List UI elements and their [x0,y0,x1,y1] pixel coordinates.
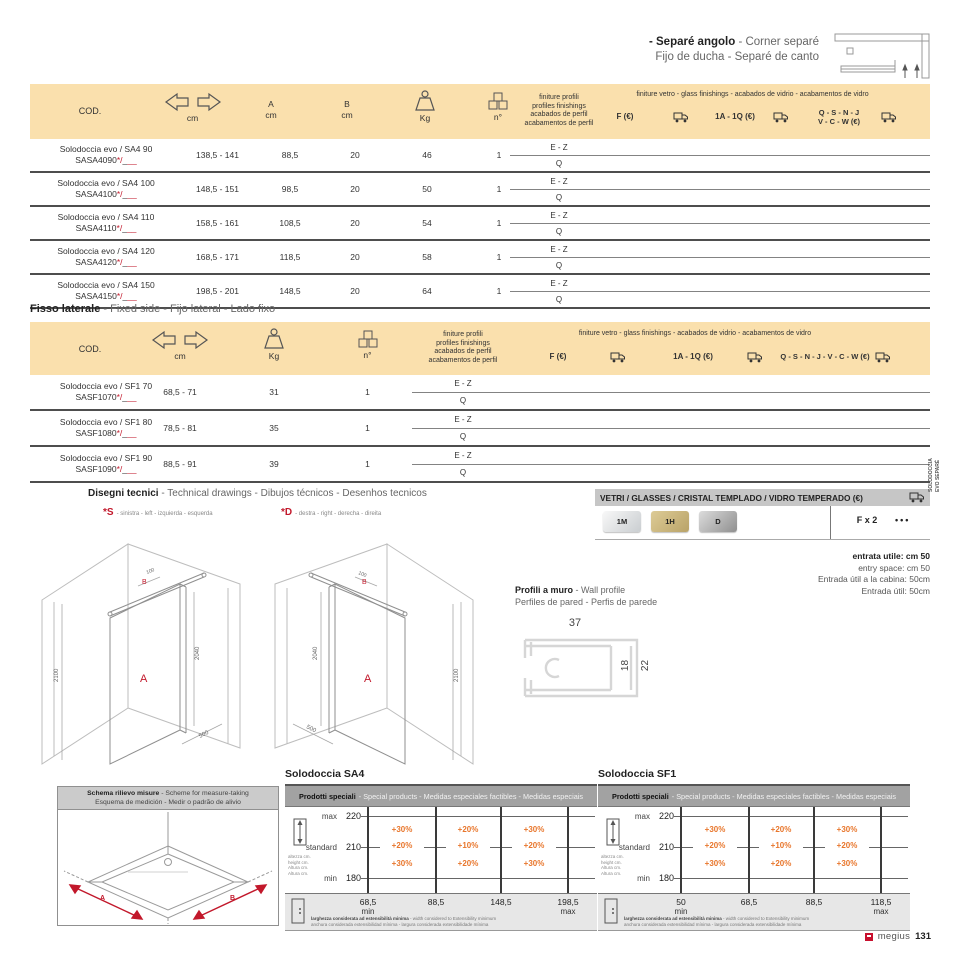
page-number: 131 [915,931,931,942]
x-label: 50 [676,897,686,907]
x-min-label: min [674,907,688,916]
glass-types-header: VETRI / GLASSES / CRISTAL TEMPLADO / VIDRO TEMPERADO (€) [595,489,930,506]
door-icon [604,898,619,924]
divider [830,506,831,539]
col-width [150,92,235,123]
gridline [567,807,569,893]
truck-icon [881,112,903,123]
glass-swatch-1m: 1M [603,511,641,532]
col-kg: Kg [235,328,313,361]
door-icon [291,898,306,924]
special-products-sa4 [285,768,597,931]
special-products-sf1 [598,768,910,931]
brand-logo-icon [865,933,873,941]
weight: 46 [422,150,432,160]
pct-cell: +20% [380,841,424,850]
col-glass-f: F (€) [549,352,567,361]
col-b: B cm [341,99,353,120]
width-arrows-icon [150,92,235,112]
packages: 1 [496,150,502,160]
table-sa4 [30,84,930,309]
pct-cell: +30% [512,825,556,834]
dots-label: ••• [895,515,911,525]
product-name: Solodoccia evo / SA4 110 [57,212,155,222]
product-name: Solodoccia evo / SA4 120 [57,246,155,256]
table-row: Solodoccia evo / SF1 90 SASF1090*/___ 88,5 - 91 39 1 E - Z Q [30,447,930,483]
title-rest: - Corner separé [735,36,819,48]
pct-cell: +30% [512,859,556,868]
entry-space-note: entrata utile: cm 50 entry space: cm 50 Entrada útil a la cabina: 50cm Entrada útil: 50cm [818,551,930,596]
packages-icon [330,330,405,349]
marker-left: *S - sinistra - left - izquierda - esquerda [103,507,213,518]
col-profile-finishes: finiture profili profiles finishings acabados de perfil acabamentos de perfil [524,94,594,127]
chart-header: Prodotti speciali - Special products - Medidas especiales factibles - Medidas especiais [598,786,910,806]
product-code: SASF1070*/___ [75,392,137,402]
profile-dim-18: 18 [620,659,632,672]
pct-cell: +20% [446,859,490,868]
x-min-label: min [361,907,375,916]
x-max-label: max [873,907,889,916]
measure-scheme-header: Schema rilievo misure - Scheme for measure-taking Esquema de medición - Medir o padrão de alivio [58,787,278,810]
x-label: 88,5 [805,897,823,907]
weight-icon [387,90,463,112]
table-row: Solodoccia evo / SA4 110 SASA4110*/___ 158,5 - 161 108,5 20 54 1 E - Z Q [30,207,930,241]
y-label-max: max 220 [634,811,674,821]
title-bold: - Separé angolo [648,36,736,48]
pct-cell: +20% [512,841,556,850]
fx2-label: F x 2 [856,515,878,525]
pct-cell: +10% [446,841,490,850]
gridline [748,807,750,893]
col-glass-1a1q: 1A - 1Q (€) [715,112,755,121]
table-sa4-header [30,84,930,139]
y-label-max: max 220 [321,811,361,821]
gridline [361,816,595,817]
product-name: Solodoccia evo / SF1 80 [59,417,153,427]
glass-swatches-row [595,506,930,540]
footnote: larghezza considerata ad estensibilità minima - width considered to Extensibility minimum anchura considerada extensibilidad mínima - largura considerada extensibilidade mínima [311,916,497,927]
glass-finishes-span: finiture vetro - glass finishings - acabados de vidrio - acabamentos de vidro [636,91,869,98]
table-sf1-header [30,322,930,375]
svg-text:B: B [362,579,367,586]
gridline [813,807,815,893]
x-label: 68,5 [359,897,377,907]
col-glass-1a1q: 1A - 1Q (€) [673,352,713,361]
height-axis-caption: altezza cm. height cm. Altura cm. Altura cm. [288,854,311,876]
pct-cell: +20% [825,841,869,850]
pct-cell: +30% [380,825,424,834]
table-row [30,139,930,173]
col-packages: n° [330,330,405,360]
pct-cell: +20% [693,841,737,850]
fixed-side-heading: Fisso laterale - Fixed side - Fijo lateral - Lado fixo [30,303,276,315]
profile-width-dim: 37 [568,617,582,629]
chart-footer [598,893,910,930]
col-glass-qsnj: Q - S - N - J V - C - W (€) [817,108,861,126]
svg-text:2040: 2040 [195,646,201,660]
product-code: SASA4120*/___ [75,257,137,267]
svg-text:B: B [230,895,236,902]
svg-text:500: 500 [305,724,317,735]
col-cod: COD. [78,106,102,116]
gridline [435,807,437,893]
gridline [367,807,369,893]
gridline [880,807,882,893]
truck-icon [875,352,897,363]
col-cod: COD. [78,344,102,354]
svg-text:A: A [364,673,372,685]
pct-cell: +10% [759,841,803,850]
side-tab: SOLODOCCIA EVO SEPARÉ [928,458,941,492]
table-row: Solodoccia evo / SA4 120 SASA4120*/___ 168,5 - 171 118,5 20 58 1 E - Z Q [30,241,930,275]
pct-cell: +20% [759,859,803,868]
chart-plot [598,806,910,893]
col-a: A cm [265,99,277,120]
page-footer [865,931,931,942]
truck-icon [610,352,632,363]
col-n-unit: n° [493,112,503,122]
dim-a: 88,5 [281,150,299,160]
y-label-min: min 180 [324,873,361,883]
profile-dim-22: 22 [640,659,652,672]
pct-cell: +20% [446,825,490,834]
col-glass-f: F (€) [616,112,634,121]
brand-name: megius [877,931,911,942]
chart-plot [285,806,597,893]
svg-text:2100: 2100 [54,668,60,682]
svg-text:100: 100 [145,567,156,576]
svg-text:2040: 2040 [313,646,319,660]
pct-cell: +30% [825,825,869,834]
svg-text:B: B [142,579,147,586]
product-name: Solodoccia evo / SA4 90 [59,144,153,154]
product-name: Solodoccia evo / SA4 150 [57,280,155,290]
glass-swatch-1h: 1H [651,511,689,532]
y-label-min: min 180 [637,873,674,883]
technical-drawing-left [32,522,257,767]
glass-types-panel [595,489,930,540]
x-label: 198,5 [557,897,579,907]
product-code: SASA4100*/___ [75,189,137,199]
svg-text:A: A [100,895,106,902]
glass-finishes-span: finiture vetro - glass finishings - acabados de vidrio - acabamentos de vidro [578,330,812,337]
svg-text:500: 500 [198,729,210,740]
gridline [674,816,908,817]
x-label: 148,5 [490,897,512,907]
width-range: 138,5 - 141 [195,150,239,160]
col-profile-finishes: finiture profili profiles finishings acabados de perfil acabamentos de perfil [428,331,498,364]
table-row: Solodoccia evo / SF1 80 SASF1080*/___ 78,5 - 81 35 1 E - Z Q [30,411,930,447]
x-label: 68,5 [740,897,758,907]
svg-text:A: A [140,673,148,685]
svg-text:100: 100 [357,570,368,579]
price-line [510,155,930,156]
finish-ez: E - Z [550,142,568,152]
table-sf1 [30,322,930,483]
table-row: Solodoccia evo / SF1 70 SASF1070*/___ 68,5 - 71 31 1 E - Z Q [30,375,930,411]
corner-plan-icon [833,22,938,80]
product-cell [32,139,180,171]
footnote: larghezza considerata ad estensibilità minima - width considered to Extensibility minimum anchura considerada extensibilidad mínima - largura considerada extensibilidade mínima [624,916,810,927]
chart-header: Prodotti speciali - Special products - Medidas especiales factibles - Medidas especiais [285,786,597,806]
x-max-label: max [560,907,576,916]
col-width: cm [140,330,220,361]
technical-drawing-right [258,522,483,767]
col-glass-qsnj: Q - S - N - J - V - C - W (€) [780,352,870,361]
product-code: SASF1090*/___ [75,464,137,474]
pct-cell: +30% [693,825,737,834]
gridline [674,878,908,879]
gridline [361,878,595,879]
product-name: Solodoccia evo / SF1 70 [59,381,153,391]
table-row: Solodoccia evo / SA4 100 SASA4100*/___ 148,5 - 151 98,5 20 50 1 E - Z Q [30,173,930,207]
title-subtitle: Fijo de ducha - Separé de canto [655,51,819,63]
measure-scheme-box [57,786,279,926]
gridline [500,807,502,893]
chart-title: Solodoccia SF1 [598,768,677,780]
shower-tray-drawing [58,810,278,924]
width-arrows-icon [140,330,220,350]
height-axis-caption: altezza cm. height cm. Altura cm. Altura cm. [601,854,624,876]
glass-swatch-d: D [699,511,737,532]
pct-cell: +30% [380,859,424,868]
x-label: 118,5 [870,897,892,907]
chart-footer [285,893,597,930]
product-name: Solodoccia evo / SA4 100 [57,178,155,188]
wall-profile-heading: Profili a muro - Wall profile Perfiles de pared - Perfis de parede [515,585,658,607]
dim-b: 20 [350,150,360,160]
product-code: SASF1080*/___ [75,428,137,438]
pct-cell: +30% [825,859,869,868]
chart-title: Solodoccia SA4 [285,768,365,780]
product-code: SASA4150*/___ [75,291,137,301]
truck-icon [673,112,695,123]
pct-cell: +30% [693,859,737,868]
product-name: Solodoccia evo / SF1 90 [59,453,153,463]
product-code: SASA4110*/___ [75,223,137,233]
table-row: Solodoccia evo / SA4 150 SASA4150*/___ 198,5 - 201 148,5 20 64 1 E - Z Q [30,275,930,309]
technical-drawings-heading: Disegni tecnici - Technical drawings - Dibujos técnicos - Desenhos tecnicos [88,488,427,499]
truck-icon [773,112,795,123]
marker-right: *D - destra - right - derecha - direita [281,507,382,518]
pct-cell: +20% [759,825,803,834]
truck-icon [909,492,925,503]
gridline [680,807,682,893]
col-kg [387,90,463,123]
weight-icon [235,328,313,350]
finish-q: Q [555,158,563,168]
x-label: 88,5 [427,897,445,907]
svg-text:2100: 2100 [454,668,460,682]
product-code: SASA4090*/___ [75,155,137,165]
y-label-standard: standard 210 [305,842,361,852]
y-label-standard: standard 210 [618,842,674,852]
col-width-unit: cm [186,113,199,123]
col-kg-unit: Kg [419,113,431,123]
page-title [649,35,819,65]
